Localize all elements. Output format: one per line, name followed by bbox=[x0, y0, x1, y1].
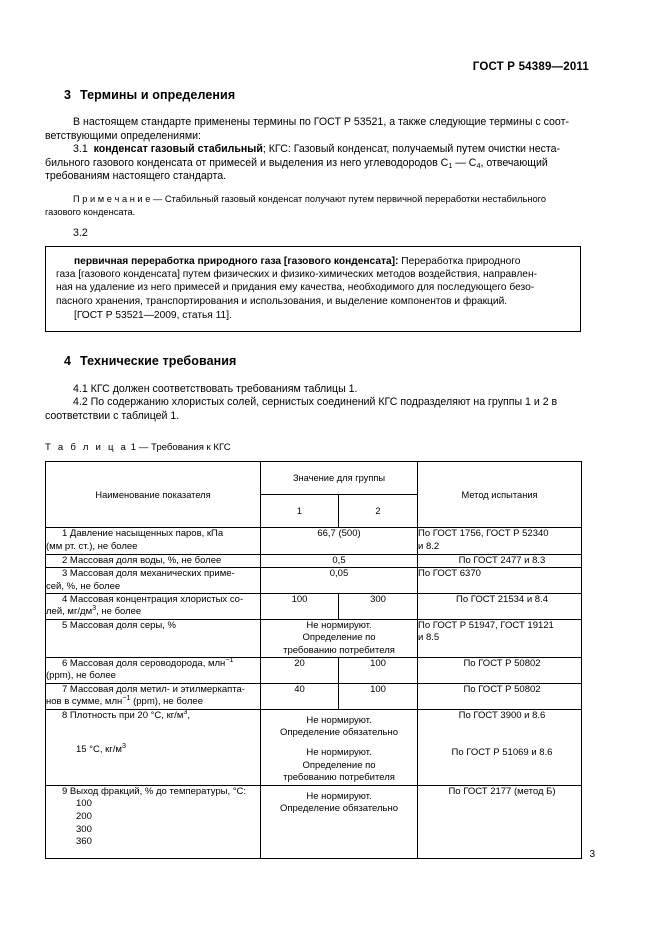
row-6-text-pre: 6 Массовая доля сероводорода, млн bbox=[62, 658, 226, 669]
clause-3-1-def-part3: , отвечающий bbox=[480, 156, 548, 169]
header-indicator: Наименование показателя bbox=[46, 462, 261, 528]
table-row bbox=[46, 619, 582, 657]
clause-3-1-dash: — С bbox=[452, 156, 477, 169]
section-3-intro-line2: ветствующими определениями: bbox=[45, 129, 201, 142]
row-8a-value-line1: Не нормируют. bbox=[306, 714, 372, 726]
clause-4-2-line1: 4.2 По содержанию хлористых солей, сернистых соединений КГС подразделяют на группы 1 и 2 в bbox=[73, 396, 558, 409]
section-3-heading bbox=[45, 88, 581, 102]
section-4-title: Технические требования bbox=[80, 353, 237, 368]
inverse-million-superscript: −1 bbox=[122, 693, 131, 703]
row-5-method-line1: По ГОСТ Р 51947, ГОСТ 19121 bbox=[418, 619, 554, 631]
clause-3-1-term: конденсат газовый стабильный bbox=[93, 143, 263, 156]
row-5-value-line2: Определение по bbox=[302, 632, 376, 644]
row-8-text-post: , bbox=[187, 709, 190, 721]
clause-3-2-number: 3.2 bbox=[73, 226, 88, 239]
row-2-name bbox=[46, 554, 261, 568]
header-group-2: 2 bbox=[339, 495, 418, 528]
row-8-name-line1 bbox=[46, 706, 260, 722]
row-4-name-line1: 4 Массовая концентрация хлористых со- bbox=[62, 593, 244, 605]
row-7-value-group2: 100 bbox=[339, 683, 418, 709]
clause-3-1-def-part1: ; КГС: Газовый конденсат, получаемый путем очистки неста- bbox=[262, 143, 561, 156]
row-8b-value bbox=[261, 739, 418, 785]
row-6-value-group1: 20 bbox=[261, 658, 339, 684]
clause-3-1-line2 bbox=[45, 157, 581, 171]
fraction-temperature: 300 bbox=[76, 823, 92, 835]
header-group-1: 1 bbox=[261, 495, 339, 528]
table-caption-rest: 1 — Требования к КГС bbox=[128, 442, 231, 454]
row-4-units-post: , не более bbox=[96, 606, 142, 618]
row-5-value bbox=[261, 619, 418, 657]
row-3-name-line2: сей, %, не более bbox=[46, 580, 121, 592]
fraction-temperature: 360 bbox=[76, 836, 92, 848]
definition-body-line3: ная на удаление из него примесей и придания ему качества, необходимого для последующего безо- bbox=[56, 282, 535, 294]
table-1-caption bbox=[45, 442, 581, 453]
row-1-value: 66,7 (500) bbox=[261, 528, 418, 554]
row-5-name bbox=[46, 619, 261, 657]
section-4-heading bbox=[45, 354, 581, 368]
row-7-name bbox=[46, 683, 261, 709]
row-6-method: По ГОСТ Р 50802 bbox=[418, 658, 582, 684]
row-4-units-pre: лей, мг/дм bbox=[46, 606, 93, 618]
row-8b-value-line3: требованию потребителя bbox=[283, 772, 395, 784]
row-6-value-group2: 100 bbox=[339, 658, 418, 684]
cubic-superscript: 3 bbox=[121, 741, 126, 751]
section-3-note bbox=[45, 193, 581, 206]
row-5-method bbox=[418, 619, 582, 657]
header-method: Метод испытания bbox=[418, 462, 582, 528]
row-5-method-line2: и 8.5 bbox=[418, 632, 440, 644]
row-9-name bbox=[46, 785, 261, 858]
row-2-method: По ГОСТ 2477 и 8.3 bbox=[418, 554, 582, 568]
row-1-method-line2: и 8.2 bbox=[418, 540, 440, 552]
row-1-method-line1: По ГОСТ 1756, ГОСТ Р 52340 bbox=[418, 528, 549, 540]
row-4-value-group2: 300 bbox=[339, 593, 418, 619]
document-content bbox=[45, 88, 581, 859]
document-header-standard-id: ГОСТ Р 54389—2011 bbox=[472, 61, 589, 73]
row-3-name bbox=[46, 568, 261, 594]
clause-3-1-line3: требованиям настоящего стандарта. bbox=[45, 170, 227, 183]
row-9-value bbox=[261, 785, 418, 858]
table-caption-word: Т а б л и ц а bbox=[45, 442, 129, 454]
row-5-value-line3: требованию потребителя bbox=[283, 644, 395, 656]
fraction-temperature: 100 bbox=[76, 798, 92, 810]
row-7-name-line1: 7 Массовая доля метил- и этилмеркапта- bbox=[62, 683, 245, 695]
row-2-value: 0,5 bbox=[261, 554, 418, 568]
section-3-title: Термины и определения bbox=[80, 88, 236, 102]
row-1-name-line1: 1 Давление насыщенных паров, кПа bbox=[62, 528, 224, 540]
row-9-name-line1: 9 Выход фракций, % до температуры, °С: bbox=[62, 785, 247, 797]
row-5-value-line1: Не нормируют. bbox=[306, 619, 372, 631]
cubic-superscript: 3 bbox=[183, 706, 188, 716]
requirements-table bbox=[45, 461, 582, 858]
row-9-fraction-list bbox=[46, 798, 260, 849]
note-label: П р и м е ч а н и е bbox=[73, 193, 151, 204]
header-group-value: Значение для группы bbox=[261, 462, 418, 495]
row-7-text-pre: нов в сумме, млн bbox=[46, 696, 123, 708]
row-8-name-line2 bbox=[46, 741, 260, 756]
row-7-method: По ГОСТ Р 50802 bbox=[418, 683, 582, 709]
fraction-temperature: 200 bbox=[76, 810, 92, 822]
row-3-name-line1: 3 Массовая доля механических приме- bbox=[62, 568, 235, 580]
table-row bbox=[46, 683, 582, 709]
inverse-million-superscript: −1 bbox=[225, 655, 234, 664]
table-row bbox=[46, 528, 582, 554]
row-8-text-pre: 8 Плотность при 20 °С, кг/м bbox=[62, 709, 184, 721]
carbon-subscript-1: 1 bbox=[448, 160, 453, 170]
table-header-row-top bbox=[46, 462, 582, 495]
definition-term: первичная переработка природного газа [газового конденсата]: bbox=[74, 255, 399, 267]
note-text-line1: — Стабильный газовый конденсат получают путем первичной переработки нестабильного bbox=[150, 193, 547, 204]
page-number: 3 bbox=[589, 849, 595, 860]
clause-3-1 bbox=[45, 143, 581, 157]
row-8a-value bbox=[261, 709, 418, 739]
row-7-text-post: (ppm), не более bbox=[130, 696, 203, 708]
clause-3-1-def-part2: бильного газового конденсата от примесей и выделения из него углеводородов С bbox=[45, 156, 449, 169]
row-3-method: По ГОСТ 6370 bbox=[418, 568, 582, 594]
row-1-method bbox=[418, 528, 582, 554]
row-9-method: По ГОСТ 2177 (метод Б) bbox=[418, 785, 582, 858]
row-8a-method: По ГОСТ 3900 и 8.6 bbox=[418, 709, 582, 739]
row-7-value-group1: 40 bbox=[261, 683, 339, 709]
row-7-name-line2 bbox=[46, 693, 203, 708]
row-1-name-line2: (мм рт. ст.), не более bbox=[46, 540, 138, 552]
row-4-value-group1: 100 bbox=[261, 593, 339, 619]
row-8b-value-line2: Определение по bbox=[302, 759, 376, 771]
definition-box bbox=[45, 246, 581, 332]
carbon-subscript-4: 4 bbox=[476, 160, 481, 170]
definition-body-line1: Переработка природного bbox=[398, 255, 521, 267]
row-8b-value-line1: Не нормируют. bbox=[306, 747, 372, 759]
clause-4-2-line2: соответствии с таблицей 1. bbox=[45, 409, 180, 422]
table-row bbox=[46, 785, 582, 858]
table-row bbox=[46, 709, 582, 739]
section-4-number: 4 bbox=[64, 353, 72, 368]
clause-4-1: 4.1 КГС должен соответствовать требованиям таблицы 1. bbox=[73, 382, 358, 395]
definition-body-line4: пасного хранения, транспортирования и использования, и выделение компонентов и фракций. bbox=[56, 295, 508, 307]
table-row bbox=[46, 568, 582, 594]
table-row bbox=[46, 658, 582, 684]
row-5-name-line1: 5 Массовая доля серы, % bbox=[62, 619, 176, 631]
clause-3-1-number: 3.1 bbox=[73, 143, 88, 156]
definition-body-line2: газа [газового конденсата] путем физических и физико-химических методов воздействия, направлен- bbox=[56, 268, 537, 280]
section-3-intro-line1: В настоящем стандарте применены термины по ГОСТ Р 53521, а также следующие термины с соот- bbox=[73, 116, 569, 128]
row-9-value-line2: Определение обязательно bbox=[279, 803, 399, 815]
cubic-superscript: 3 bbox=[92, 603, 97, 613]
row-6-name-line2: (ppm), не более bbox=[46, 670, 116, 682]
row-4-name-line2 bbox=[46, 603, 142, 618]
row-8b-method: По ГОСТ Р 51069 и 8.6 bbox=[418, 739, 582, 785]
row-6-name-line1 bbox=[46, 655, 260, 670]
table-row bbox=[46, 554, 582, 568]
row-3-value: 0,05 bbox=[261, 568, 418, 594]
definition-line1 bbox=[56, 255, 570, 268]
row-8b-text-pre: 15 °С, кг/м bbox=[76, 744, 122, 756]
row-2-name-line1: 2 Массовая доля воды, %, не более bbox=[62, 554, 222, 566]
definition-source-reference: [ГОСТ Р 53521—2009, статья 11]. bbox=[74, 310, 232, 322]
row-9-value-line1: Не нормируют. bbox=[306, 790, 372, 802]
row-6-name bbox=[46, 655, 261, 684]
row-4-name bbox=[46, 593, 261, 619]
row-1-name bbox=[46, 528, 261, 554]
table-row bbox=[46, 593, 582, 619]
row-8-name bbox=[46, 706, 261, 785]
note-text-line2: газового конденсата. bbox=[45, 206, 136, 217]
row-4-method: По ГОСТ 21534 и 8.4 bbox=[418, 593, 582, 619]
section-3-number: 3 bbox=[64, 88, 72, 102]
row-8a-value-line2: Определение обязательно bbox=[279, 727, 399, 739]
